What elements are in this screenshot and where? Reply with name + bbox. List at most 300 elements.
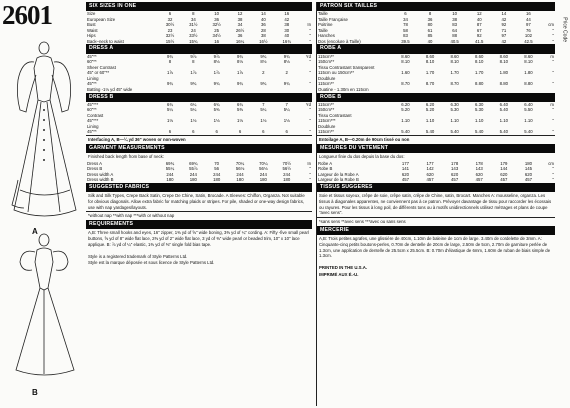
- cell-value: 40: [476, 16, 482, 22]
- row-label: 45"**: [87, 129, 97, 135]
- row-label: Dress width A: [87, 171, 114, 177]
- unit-label: Yd: [305, 101, 311, 107]
- cell-value: 177: [401, 160, 410, 166]
- mesures-header: MESURES DU VETEMENT: [317, 144, 555, 153]
- cell-value: 34: [190, 16, 196, 22]
- cell-value: 8.60: [450, 53, 459, 59]
- taille-table: [317, 11, 555, 44]
- cell-value: 30: [284, 27, 290, 33]
- figure-b-label: B: [32, 388, 38, 397]
- cell-value: 244: [283, 171, 291, 177]
- cell-value: 76: [526, 27, 531, 33]
- cell-value: 38: [452, 16, 458, 22]
- cell-value: 55⅞: [189, 166, 198, 172]
- entoilage-note: Entoilage A, B—0.20m de 90cm tissé ou non: [317, 135, 555, 144]
- cell-value: 8.10: [450, 59, 459, 65]
- row-label: Largeur de la Robe B: [318, 177, 359, 183]
- row-label: Taille Française: [318, 16, 348, 22]
- cell-value: 9¾: [213, 81, 220, 87]
- unit-label: ": [552, 27, 554, 33]
- unit-label: ": [552, 129, 554, 135]
- cell-value: 1⅞: [213, 70, 220, 76]
- cell-value: 5.40: [475, 129, 484, 135]
- cell-value: 1.10: [499, 118, 509, 124]
- cell-value: 87: [476, 22, 482, 28]
- cell-value: 69¾: [189, 160, 198, 166]
- cell-value: 56⅛: [235, 166, 245, 172]
- cell-value: 97: [501, 33, 507, 39]
- cell-value: 1.70: [450, 70, 459, 76]
- cell-value: 42: [501, 38, 507, 44]
- cell-value: 6: [285, 129, 288, 135]
- cell-value: 31½: [189, 22, 198, 28]
- cell-value: 457: [451, 177, 459, 183]
- cell-value: 9⅞: [190, 53, 197, 59]
- unit-label: ": [552, 59, 554, 65]
- cell-value: 16: [214, 38, 220, 44]
- row-label: Sheer Contrast: [87, 64, 116, 70]
- garment-note: Finished back length from base of neck:: [88, 153, 164, 159]
- printed-note-fr: IMPRIMÉ AUX É.-U.: [319, 271, 359, 277]
- cell-value: 28: [260, 27, 266, 33]
- french-column: [316, 2, 555, 406]
- cell-value: 6¾: [166, 101, 173, 107]
- pattern-number: 2601: [2, 0, 52, 30]
- cell-value: 16: [526, 11, 531, 17]
- row-label: Lining: [87, 123, 99, 129]
- cell-value: 36: [214, 16, 220, 22]
- row-label: Poitrine: [318, 22, 333, 28]
- cell-value: 56½: [282, 166, 291, 172]
- cell-value: 42: [501, 16, 507, 22]
- cell-value: 102: [524, 33, 533, 39]
- cell-value: 457: [401, 177, 410, 183]
- cell-value: 12: [476, 11, 482, 17]
- unit-label: Yd: [305, 53, 311, 59]
- cell-value: 56⅛: [259, 166, 268, 172]
- cell-value: 9⅞: [213, 53, 220, 59]
- cell-value: 92: [501, 22, 507, 28]
- cell-value: 5.40: [425, 129, 435, 135]
- robe-a-table: [317, 54, 555, 93]
- cell-value: 36: [237, 33, 243, 39]
- cell-value: 6.30: [475, 101, 484, 107]
- unit-label: ": [309, 33, 311, 39]
- cell-value: 8.10: [499, 59, 509, 65]
- cell-value: 8.60: [401, 53, 410, 59]
- row-label: Hanches: [318, 33, 335, 39]
- cell-value: 9¾: [260, 53, 267, 59]
- row-label: Largeur de la Robe A: [318, 171, 359, 177]
- unit-label: In: [307, 160, 311, 166]
- row-label: 115cm**: [318, 129, 334, 135]
- dress-a-header: DRESS A: [86, 44, 312, 53]
- dress-b-table: [86, 102, 312, 135]
- cell-value: 97: [526, 22, 531, 28]
- row-label: Ouatine - 1.30m en 115cm: [318, 86, 369, 92]
- sizes-header: SIX SIZES IN ONE: [86, 2, 312, 11]
- row-label: Hips: [87, 33, 96, 39]
- cell-value: 85: [427, 33, 433, 39]
- requirements-header: REQUIREMENTS: [86, 220, 312, 229]
- unit-label: ": [309, 107, 311, 113]
- row-label: Doublure: [318, 123, 336, 129]
- unit-label: ": [309, 81, 311, 87]
- cell-value: 10: [214, 11, 220, 17]
- cell-value: 41.5: [475, 38, 484, 44]
- cell-value: 620: [475, 171, 483, 177]
- row-label: Tissu Contrastant: [318, 112, 352, 118]
- cell-value: 26½: [235, 27, 245, 33]
- cell-value: 177: [426, 160, 434, 166]
- row-label: 60"**: [87, 107, 97, 113]
- cell-value: 144: [500, 166, 508, 172]
- tissus-text: Soie et tissus soyeux, crêpe de soie, crêpe satin, crêpe de Chine, satin, Brocart. Manches A: mousseline, organza. Les tissus à diagonales apparentes, ne conviennent pas à ce patron. Prévoyer davantage de tissu pour raccorder les écossais ou rayures. Pour les tissus à long poil, de différents tons ou à motifs unidirectionnels utilisez métrages et plans de coupe "avec sens".: [319, 192, 552, 216]
- cell-value: 8.80: [524, 81, 533, 87]
- suggested-fabrics-header: SUGGESTED FABRICS: [86, 183, 312, 192]
- cell-value: 30½: [165, 22, 175, 28]
- cell-value: 80: [427, 22, 433, 28]
- cell-value: 8.10: [475, 59, 484, 65]
- unit-label: ": [552, 33, 554, 39]
- cell-value: 71: [501, 27, 507, 33]
- cell-value: 9¾: [283, 53, 290, 59]
- cell-value: 143: [451, 166, 459, 172]
- row-label: Waist: [87, 27, 98, 33]
- cell-value: 32½: [165, 33, 175, 39]
- cell-value: 8.80: [499, 81, 509, 87]
- row-label: 150cm**: [318, 107, 335, 113]
- cell-value: 8.10: [401, 59, 410, 65]
- row-label: Tissu Contrastant transparent: [318, 64, 375, 70]
- cell-value: 34: [403, 16, 408, 22]
- cell-value: 5¼: [190, 107, 197, 113]
- row-label: Taille: [318, 11, 328, 17]
- cell-value: 142: [426, 166, 434, 172]
- row-label: Dos (encolure à Taille): [318, 38, 361, 44]
- cell-value: 40: [284, 33, 290, 39]
- cell-value: 1.10: [450, 118, 459, 124]
- row-label: Dress A: [87, 160, 103, 166]
- row-label: Taille: [318, 27, 328, 33]
- row-label: Doublure: [318, 75, 336, 81]
- cell-value: 8.70: [450, 81, 459, 87]
- cell-value: 5¼: [283, 107, 290, 113]
- cell-value: 2: [285, 70, 288, 76]
- cell-value: 5¼: [260, 107, 267, 113]
- cell-value: 2: [262, 70, 265, 76]
- unit-label: ": [552, 70, 554, 76]
- unit-label: ": [309, 171, 311, 177]
- cell-value: 5.20: [401, 107, 410, 113]
- unit-label: ": [309, 166, 311, 172]
- cell-value: 61: [427, 27, 433, 33]
- row-label: Lining: [87, 75, 99, 81]
- cell-value: 39.5: [401, 38, 410, 44]
- cell-value: 1.60: [401, 70, 410, 76]
- row-label: Batting -1⅛ yd 45" wide: [87, 86, 133, 92]
- cell-value: 6: [168, 129, 172, 135]
- cell-value: 1.10: [524, 118, 533, 124]
- cell-value: 6.30: [450, 101, 459, 107]
- cell-value: 5.40: [450, 129, 459, 135]
- row-label: 115cm**: [318, 81, 334, 87]
- cell-value: 7: [262, 101, 265, 107]
- cell-value: 1⅛: [260, 118, 267, 124]
- cell-value: 244: [166, 171, 174, 177]
- cell-value: 1⅛: [237, 118, 243, 124]
- cell-value: 6¾: [237, 101, 243, 107]
- cell-value: 180: [213, 177, 221, 183]
- row-label: Robe B: [318, 166, 333, 172]
- row-label: 150cm**: [318, 59, 335, 65]
- unit-label: ": [309, 177, 311, 183]
- cell-value: 5.30: [450, 107, 459, 113]
- cell-value: 16: [284, 11, 290, 17]
- cell-value: 25: [214, 27, 220, 33]
- cell-value: 70¼: [259, 160, 268, 166]
- row-label: 115cm**: [318, 53, 334, 59]
- cell-value: 16½: [259, 38, 268, 44]
- cell-value: 40: [427, 38, 433, 44]
- cell-value: 1⅛: [166, 118, 173, 124]
- cell-value: 32½: [212, 22, 221, 28]
- cell-value: 8⅛: [283, 59, 290, 65]
- cell-value: 24: [190, 27, 196, 33]
- cell-value: 1.80: [524, 70, 533, 76]
- mercerie-text: A,B: Trois petites agrafes, une glissière de 40cm, 1.10m de baleine de 1cm de large. 3.40m de cordelette de 3mm. A: Cinquante-cinq petits boutons-perles, 0.70m de dentelle de 20cm de large, 2.50m de 5cm, 2.70m de garniture perlée de 1.3cm, une application de dentelle de 25.5cm x 25.5cm. B: 0.70m d'élastique de 6mm, 1.60m de ruban de biais simple de 1.3cm.: [319, 235, 551, 259]
- cell-value: 9¾: [260, 81, 267, 87]
- unit-label: ": [552, 107, 554, 113]
- row-label: 45"**: [87, 81, 97, 87]
- cell-value: 457: [500, 177, 508, 183]
- cell-value: 33½: [189, 33, 198, 39]
- cell-value: 244: [189, 171, 197, 177]
- cell-value: 620: [426, 171, 434, 177]
- unit-label: ": [552, 118, 554, 124]
- cell-value: 457: [524, 177, 533, 183]
- cell-value: 5.40: [401, 129, 410, 135]
- cell-value: 8: [428, 11, 432, 17]
- cell-value: 5.40: [499, 129, 509, 135]
- cell-value: 9¾: [190, 81, 197, 87]
- trademark-text-fr: Style est la marque déposée et sous licence de Style Patterns Ltd.: [88, 260, 215, 266]
- unit-label: ": [552, 177, 554, 183]
- size-table: [86, 11, 312, 44]
- cell-value: 6: [215, 129, 218, 135]
- row-label: Dress B: [87, 166, 103, 172]
- cell-value: 6.20: [401, 101, 410, 107]
- figure-a-label: A: [32, 227, 38, 236]
- unit-label: ": [309, 129, 311, 135]
- unit-label: In: [307, 22, 311, 28]
- cell-value: 6: [238, 129, 242, 135]
- cell-value: 1⅞: [237, 70, 243, 76]
- cell-value: 83: [452, 22, 458, 28]
- cell-value: 1⅞: [166, 70, 173, 76]
- mesures-note: Longueur finie du dos depuis la base du dos:: [319, 153, 405, 159]
- cell-value: 180: [236, 177, 244, 183]
- cell-value: 180: [283, 177, 291, 183]
- row-label: 115cm***: [318, 118, 336, 124]
- cell-value: 5.30: [475, 107, 484, 113]
- cell-value: 5.20: [425, 107, 435, 113]
- cell-value: 1⅞: [190, 70, 197, 76]
- cell-value: 16¾: [282, 38, 291, 44]
- robe-a-header: ROBE A: [317, 44, 555, 53]
- cell-value: 40.5: [450, 38, 459, 44]
- unit-label: ": [309, 38, 311, 44]
- cell-value: 6¾: [213, 101, 220, 107]
- row-label: European Size: [87, 16, 116, 22]
- cell-value: 12: [237, 11, 243, 17]
- cell-value: 10: [452, 11, 458, 17]
- cell-value: 69¾: [165, 160, 175, 166]
- garment-measurements-header: GARMENT MEASUREMENTS: [86, 144, 312, 153]
- cell-value: 180: [524, 160, 533, 166]
- garment-table: [86, 161, 312, 183]
- unit-label: m: [550, 101, 554, 107]
- row-label: Contrast: [87, 112, 104, 118]
- interfacing-note: Interfacing A, B—¼ yd 36" woven or non-woven: [86, 135, 312, 144]
- patron-header: PATRON SIX TAILLES: [317, 2, 555, 11]
- cell-value: 6: [168, 11, 172, 17]
- cell-value: 5⅜: [213, 107, 220, 113]
- cell-value: 70¼: [235, 160, 245, 166]
- english-column: [86, 2, 312, 406]
- unit-label: ": [552, 171, 554, 177]
- cell-value: 64: [452, 27, 458, 33]
- cell-value: 9¾: [166, 53, 173, 59]
- cell-value: 16¼: [235, 38, 245, 44]
- cell-value: 178: [451, 160, 459, 166]
- cell-value: 83: [403, 33, 408, 39]
- cell-value: 9¾: [237, 81, 243, 87]
- row-label: Back–neck to waist: [87, 38, 124, 44]
- unit-label: cm: [548, 160, 554, 166]
- cell-value: 6¼: [190, 101, 197, 107]
- row-label: 115cm**: [318, 101, 334, 107]
- cell-value: 6: [404, 11, 407, 17]
- cell-value: 141: [401, 166, 410, 172]
- cell-value: 1.70: [475, 70, 484, 76]
- cell-value: 34½: [212, 33, 221, 39]
- cell-value: 8⅛: [260, 59, 267, 65]
- row-label: 45"**: [87, 53, 97, 59]
- mercerie-header: MERCERIE: [317, 226, 555, 235]
- cell-value: 5.40: [524, 129, 533, 135]
- row-label: 45" or 60"**: [87, 70, 110, 76]
- cell-value: 8⅛: [213, 59, 220, 65]
- cell-value: 55¼: [165, 166, 175, 172]
- cell-value: 32: [167, 16, 173, 22]
- cell-value: 178: [475, 160, 483, 166]
- cell-value: 9¾: [166, 81, 173, 87]
- unit-label: ": [309, 27, 311, 33]
- cell-value: 620: [524, 171, 533, 177]
- cell-value: 67: [476, 27, 482, 33]
- cell-value: 70½: [282, 160, 291, 166]
- row-label: Dress width B: [87, 177, 114, 183]
- cell-value: 1.10: [475, 118, 484, 124]
- cell-value: 8.80: [475, 81, 484, 87]
- dress-a-table: [86, 54, 312, 93]
- cell-value: 1.10: [401, 118, 410, 124]
- cell-value: 8: [192, 59, 195, 65]
- cell-value: 15½: [165, 38, 175, 44]
- cell-value: 1⅛: [283, 118, 290, 124]
- dress-illustrations: [4, 40, 86, 380]
- cell-value: 6.20: [425, 101, 435, 107]
- robe-b-header: ROBE B: [317, 93, 555, 102]
- cell-value: 42.5: [524, 38, 533, 44]
- cell-value: 8⅛: [237, 59, 243, 65]
- cell-value: 457: [426, 177, 434, 183]
- row-label: 115cm ou 150cm**: [318, 70, 354, 76]
- cell-value: 620: [500, 171, 508, 177]
- mesures-table: [317, 161, 555, 183]
- cell-value: 8.60: [475, 53, 484, 59]
- cell-value: 70: [214, 160, 220, 166]
- cell-value: 58: [403, 27, 408, 33]
- cell-value: 1⅛: [213, 118, 220, 124]
- row-label: 45"***: [87, 118, 99, 124]
- cell-value: 38: [237, 16, 243, 22]
- cell-value: 38: [260, 33, 266, 39]
- cell-value: 6: [192, 129, 195, 135]
- cell-value: 620: [451, 171, 459, 177]
- cell-value: 38: [284, 22, 290, 28]
- cell-value: 88: [452, 33, 458, 39]
- cell-value: 244: [213, 171, 221, 177]
- cell-value: 34: [237, 22, 243, 28]
- row-label: 60"**: [87, 59, 97, 65]
- price-code-label: Price Code: [562, 17, 568, 42]
- fabrics-text: Silk and Silk Types, Crepe Back Satin, Crepe De Chine, Satin, Brocade. A Sleeves: Chiffon, Organza. Not suitable for obvious diagonals. Allow extra fabric for matching plaids or stripes. For pile, shaded or one-way design fabrics, use with nap yardages/layouts.: [88, 192, 305, 210]
- unit-label: ": [309, 118, 311, 124]
- cell-value: 179: [500, 160, 508, 166]
- cell-value: 180: [189, 177, 197, 183]
- cell-value: 143: [475, 166, 483, 172]
- cell-value: 14: [501, 11, 507, 17]
- cell-value: 1.80: [499, 70, 509, 76]
- cell-value: 42: [284, 16, 290, 22]
- cell-value: 5.50: [524, 107, 533, 113]
- cell-value: 180: [166, 177, 174, 183]
- tissus-header: TISSUS SUGGERES: [317, 183, 555, 192]
- unit-label: ": [309, 59, 311, 65]
- cell-value: 8.70: [401, 81, 410, 87]
- cell-value: 8.10: [524, 59, 533, 65]
- cell-value: 8.60: [499, 53, 509, 59]
- unit-label: ": [552, 166, 554, 172]
- cell-value: 5⅜: [237, 107, 243, 113]
- cell-value: 78: [403, 22, 408, 28]
- robe-b-table: [317, 102, 555, 135]
- cell-value: 1.10: [425, 118, 435, 124]
- trademark-text: Style is a registered trademark of Style Patterns Ltd.: [88, 253, 188, 259]
- cell-value: 92: [476, 33, 482, 39]
- cell-value: 44: [526, 16, 531, 22]
- cell-value: 5.40: [499, 107, 509, 113]
- cell-value: 180: [259, 177, 267, 183]
- dress-b-header: DRESS B: [86, 93, 312, 102]
- cell-value: 40: [260, 16, 266, 22]
- cell-value: 7: [285, 101, 288, 107]
- cell-value: 8: [192, 11, 195, 17]
- cell-value: 145: [524, 166, 533, 172]
- cell-value: 56: [214, 166, 220, 172]
